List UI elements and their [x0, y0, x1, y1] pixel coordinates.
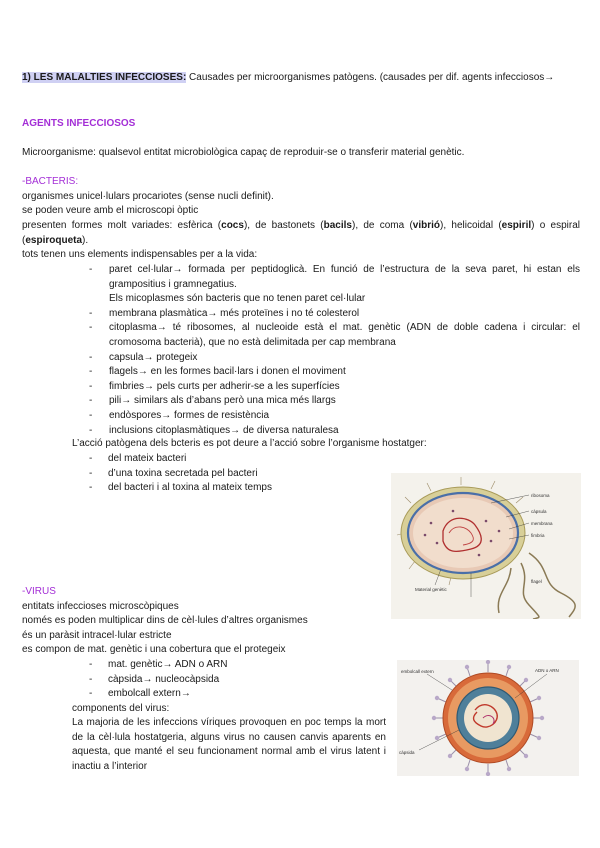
- forms-text: ).: [82, 234, 89, 246]
- flagellum: [521, 563, 539, 619]
- label-embolcall: embolcall extern: [401, 669, 434, 674]
- virus-diagram: [397, 660, 579, 776]
- microorganism-definition: Microorganisme: qualsevol entitat microbiològica capaç de reproduir-se o transferir material genètic.: [22, 147, 465, 158]
- list-item: - càpsida→ nucleocàpsida: [22, 673, 382, 688]
- flagellum: [529, 553, 575, 617]
- bacteria-diagram-svg: [391, 473, 581, 619]
- list-item: Els micoplasmes són bacteris que no tenen paret cel·lular: [109, 293, 366, 305]
- label-capsida: càpsida: [399, 750, 415, 755]
- list-item: - d’una toxina secretada pel bacteri: [22, 467, 382, 482]
- list-item: - membrana plasmàtica→ més proteïnes i no té colesterol: [22, 307, 580, 322]
- forms-text: ) o espiral (: [22, 220, 581, 246]
- capsid-core: [464, 694, 512, 742]
- elements-intro: tots tenen uns elements indispensables per a la vida:: [22, 249, 258, 260]
- label-ribosoma: ribosoma: [531, 493, 550, 498]
- forms-text: ), de coma (: [352, 220, 413, 231]
- form-cocs: cocs: [221, 220, 244, 231]
- virus-paragraph: La majoria de les infeccions víriques provoquen en poc temps la mort de la cèl·lula hostatgeria, alguns virus no causen canvis aparents en aquesta, que manté el seu funcionament normal amb el virus latent i inactiu a l’interior: [72, 717, 386, 772]
- bacteris-title-text: -BACTERIS:: [22, 176, 79, 187]
- pathogen-list: [22, 452, 382, 496]
- virus-line: es compon de mat. genètic i una cobertura que el protegeix: [22, 644, 286, 655]
- bacteris-forms: [22, 219, 580, 248]
- list-item: - pili→ similars als d’abans però una mica més llargs: [22, 394, 580, 409]
- list-item: - paret cel·lular→ formada per peptidoglicà. En funció de l’estructura de la seva paret, hi estan els grampositius i gramnegatius.: [22, 263, 580, 292]
- label-fimbria: fimbria: [531, 533, 545, 538]
- list-item: - embolcall extern→: [22, 687, 382, 702]
- list-item: - citoplasma→ té ribosomes, al nucleoide està el mat. genètic (ADN de doble cadena i circular: el cromosoma bacterià), que no està delimitada per cap membrana: [22, 321, 580, 350]
- form-bacils: bacils: [323, 220, 352, 231]
- list-item: - flagels→ en les formes bacil·lars i donen el moviment: [22, 365, 580, 380]
- cytoplasm: [413, 498, 513, 568]
- forms-text: presenten formes molt variades: esfèrica (: [22, 220, 222, 231]
- label-material-genetic: Material genètic: [415, 587, 447, 592]
- flagellum: [498, 568, 511, 613]
- list-item: - capsula→ protegeix: [22, 351, 580, 366]
- label-capsula: càpsula: [531, 509, 547, 514]
- agents-title: AGENTS INFECCIOSOS: [22, 118, 136, 129]
- forms-text: ), helicoidal (: [440, 220, 502, 231]
- list-item: - del bacteri i al toxina al mateix temps: [22, 481, 382, 496]
- form-vibrio: vibrió: [412, 220, 441, 231]
- virus-diagram-svg: [397, 660, 579, 776]
- bacteris-title: [22, 175, 580, 190]
- list-item: - mat. genètic→ ADN o ARN: [22, 658, 382, 673]
- virus-line: és un paràsit intracel·lular estricte: [22, 630, 172, 641]
- bacteris-line-2: se poden veure amb el microscopi òptic: [22, 205, 199, 216]
- heading-subtitle: Causades per microorganismes patògens. (causades per dif. agents infecciosos→: [186, 72, 555, 83]
- form-espiroqueta: espiroqueta: [25, 234, 83, 246]
- list-item: - fimbries→ pels curts per adherir-se a les superfícies: [22, 380, 580, 395]
- bacteria-elements-list: [22, 263, 580, 438]
- virus-components-list: [22, 658, 382, 702]
- section-heading: [22, 71, 580, 86]
- forms-text: ), de bastonets (: [243, 220, 324, 231]
- virus-line: només es poden multiplicar dins de cèl·lules d’altres organismes: [22, 615, 308, 626]
- virus-line: entitats infeccioses microscòpiques: [22, 601, 179, 612]
- heading-title: 1) LES MALALTIES INFECCIOSES:: [22, 72, 187, 83]
- list-item: - del mateix bacteri: [22, 452, 382, 467]
- bacteris-line-1: organismes unicel·lulars procariotes (sense nucli definit).: [22, 191, 274, 202]
- label-adn-arn: ADN o ARN: [535, 668, 559, 673]
- virus-components-label: components del virus:: [72, 703, 170, 714]
- form-espiril: espiril: [501, 220, 532, 231]
- bacteria-diagram: [391, 473, 581, 619]
- list-item: - endòspores→ formes de resistència: [22, 409, 580, 424]
- label-flagel: flagel: [531, 579, 542, 584]
- list-item: - inclusions citoplasmàtiques→ de diversa naturalesa: [22, 424, 580, 439]
- label-membrana: membrana: [531, 521, 553, 526]
- pathogen-intro: L’acció patògena dels bcteris es pot deure a l’acció sobre l’organisme hostatger:: [72, 438, 427, 449]
- virus-title: -VIRUS: [22, 586, 56, 597]
